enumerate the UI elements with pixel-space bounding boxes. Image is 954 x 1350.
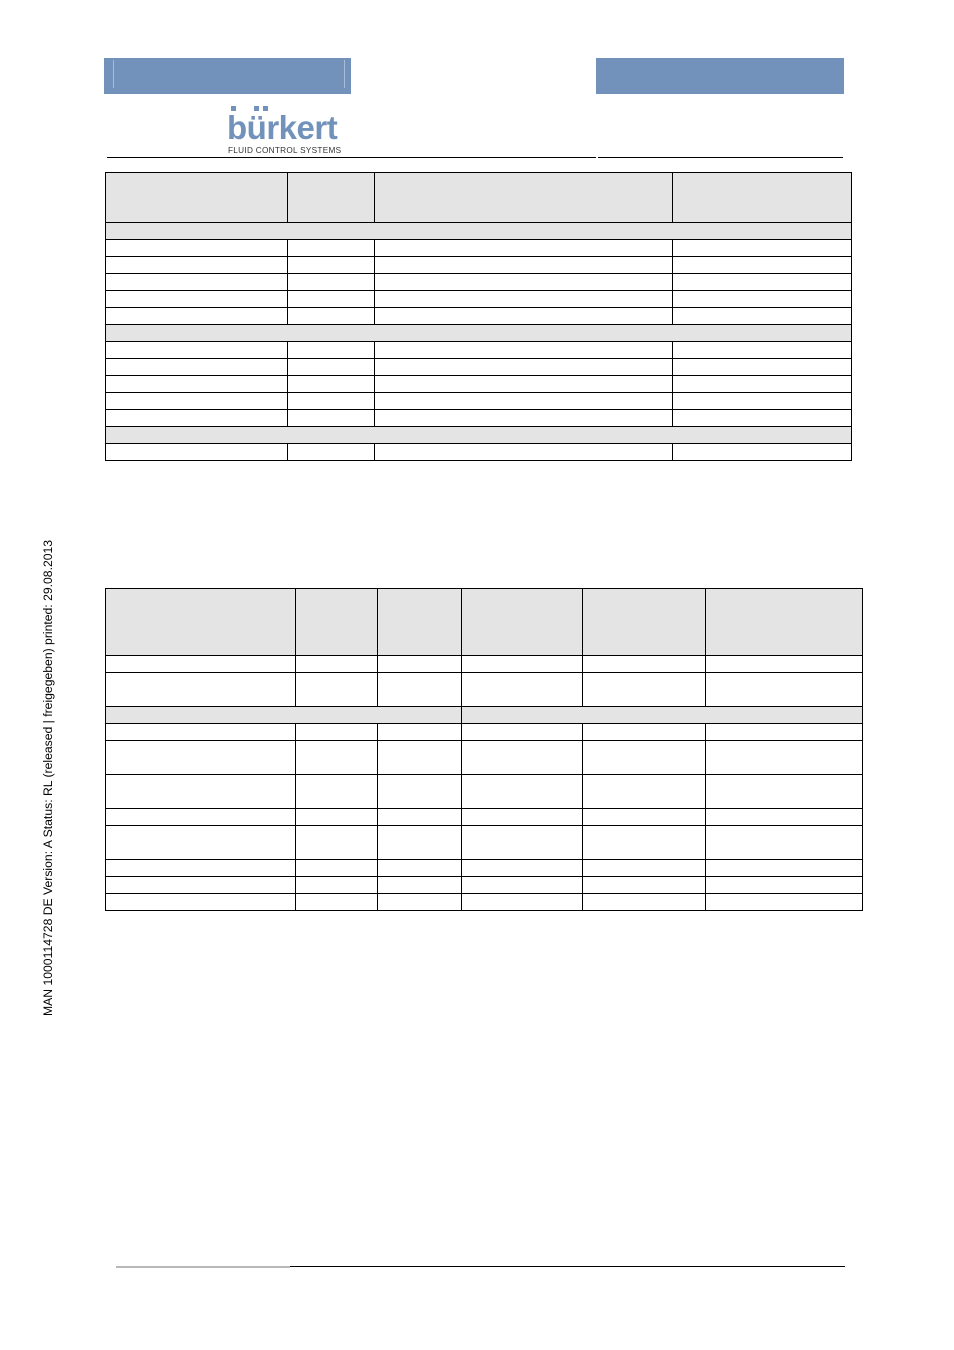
burkert-logo — [227, 106, 351, 158]
table-section-row — [106, 325, 852, 342]
table-row — [106, 444, 852, 461]
table-row — [106, 291, 852, 308]
table-row — [106, 673, 863, 707]
table-row — [106, 376, 852, 393]
table-row — [106, 359, 852, 376]
table-header-row — [106, 173, 852, 223]
header-bar-tick — [113, 60, 114, 88]
table-row — [106, 775, 863, 809]
table-2 — [105, 588, 863, 911]
table-row — [106, 257, 852, 274]
table-row — [106, 877, 863, 894]
table-row — [106, 741, 863, 775]
table-row — [106, 240, 852, 257]
logo-wordmark: bürkert — [227, 109, 338, 146]
table-section-row — [106, 223, 852, 240]
table-row — [106, 656, 863, 673]
table-row — [106, 809, 863, 826]
header-bar-right — [596, 58, 844, 94]
table-row — [106, 410, 852, 427]
header-rule — [107, 157, 351, 158]
header-bar-tick — [344, 60, 345, 88]
table-row — [106, 393, 852, 410]
table-header-row — [106, 589, 863, 656]
table-row — [106, 826, 863, 860]
table-row — [106, 894, 863, 911]
document-status-note: MAN 1000114728 DE Version: A Status: RL (released | freigegeben) printed: 29.08.2013 — [41, 539, 55, 1016]
table-row — [106, 308, 852, 325]
table-section-row — [106, 707, 863, 724]
table-section-row — [106, 427, 852, 444]
footer-rule-accent — [116, 1266, 290, 1268]
header-rule — [598, 157, 843, 158]
table-1 — [105, 172, 852, 461]
footer-rule — [290, 1266, 845, 1267]
header-rule — [351, 157, 596, 158]
table-row — [106, 860, 863, 877]
table-row — [106, 274, 852, 291]
header-bar-left — [104, 58, 351, 94]
table-row — [106, 724, 863, 741]
table-row — [106, 342, 852, 359]
logo-tagline: FLUID CONTROL SYSTEMS — [228, 146, 342, 155]
